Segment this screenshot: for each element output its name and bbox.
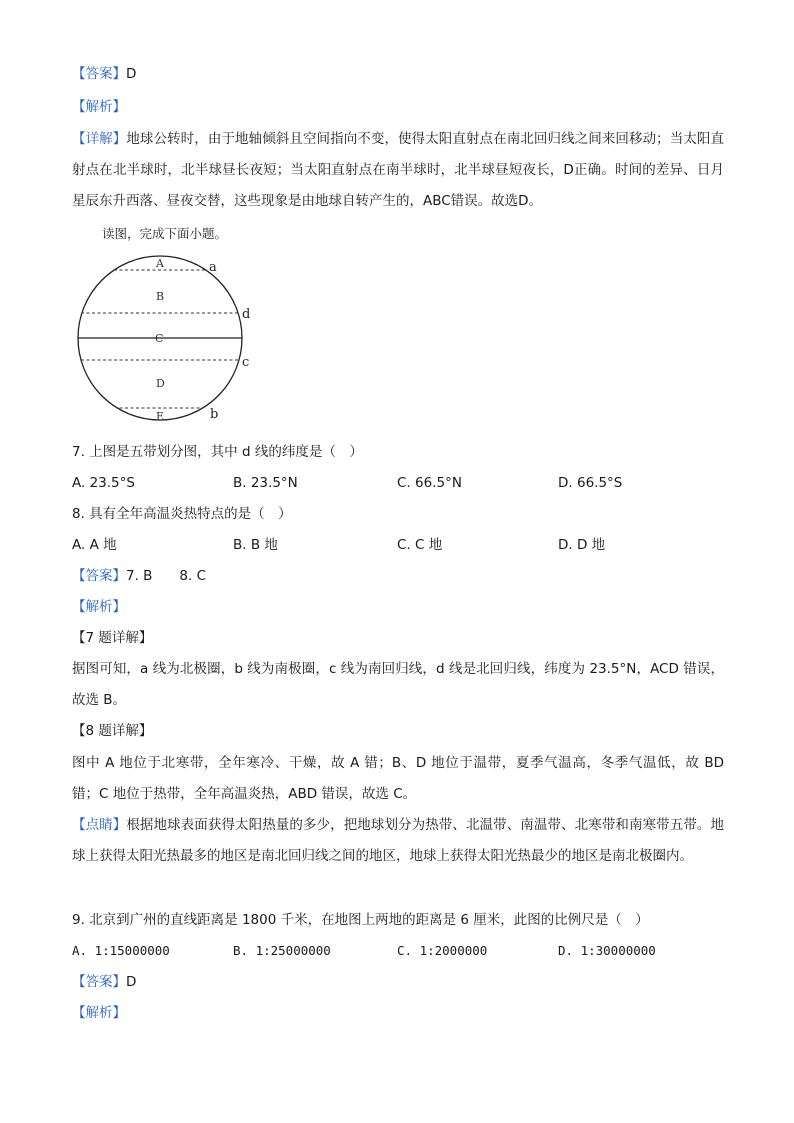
line-d-label: d <box>242 307 251 322</box>
detail-tag: 【详解】 <box>72 131 127 147</box>
q7-detail-tag: 【7 题详解】 <box>72 630 153 646</box>
line-b-label: b <box>210 407 219 422</box>
q9-option-a: A. 1:15000000 <box>72 943 170 958</box>
analysis-tag: 【解析】 <box>72 1005 126 1021</box>
analysis-tag: 【解析】 <box>72 99 126 115</box>
q9-stem: 9. 北京到广州的直线距离是 1800 千米，在地图上两地的距离是 6 厘米，此图的比例尺是（ ） <box>72 912 649 928</box>
answer-value: D <box>126 974 137 990</box>
five-zones-diagram <box>70 250 260 430</box>
tip-text: 根据地球表面获得太阳热量的多少，把地球划分为热带、北温带、南温带、北寒带和南寒带五带。地球上获得太阳光热最多的地区是南北回归线之间的地区，地球上获得太阳光热最少的地区是南北极圈内。 <box>72 817 725 864</box>
answer-line-2 <box>72 566 206 586</box>
q8-option-a: A. A 地 <box>72 537 117 553</box>
detail-text: 地球公转时，由于地轴倾斜且空间指向不变，使得太阳直射点在南北回归线之间来回移动；当太阳直射点在北半球时，北半球昼长夜短；当太阳直射点在南半球时，北半球昼短夜长，D正确。时间的差异、日月星辰东升西落、昼夜交替，这些现象是由地球自转产生的，ABC错误。故选D。 <box>72 131 725 209</box>
q7-stem: 7. 上图是五带划分图，其中 d 线的纬度是（ ） <box>72 444 363 460</box>
q8-detail-text: 图中 A 地位于北寒带，全年寒冷、干燥，故 A 错；B、D 地位于温带，夏季气温高，冬季气温低，故 BD 错；C 地位于热带，全年高温炎热，ABD 错误，故选 C。 <box>72 755 724 802</box>
q8-stem: 8. 具有全年高温炎热特点的是（ ） <box>72 506 292 522</box>
zone-c-label: C <box>155 332 164 345</box>
answer-value: D <box>126 66 137 82</box>
detail-paragraph-1 <box>72 124 724 217</box>
q9-option-b: B. 1:25000000 <box>233 943 331 958</box>
line-c-label: c <box>242 355 250 370</box>
zone-d-label: D <box>156 377 165 390</box>
figure-intro: 读图，完成下面小题。 <box>102 226 228 241</box>
q9-option-d: D. 1:30000000 <box>558 943 656 958</box>
q8-option-c: C. C 地 <box>397 537 443 553</box>
tip-tag: 【点睛】 <box>72 817 127 833</box>
answer-tag: 【答案】 <box>72 66 126 82</box>
q8-option-d: D. D 地 <box>558 537 606 553</box>
answer-value: 7. B 8. C <box>126 568 207 584</box>
tip-paragraph <box>72 810 724 872</box>
q7-option-d: D. 66.5°S <box>558 475 623 491</box>
answer-line-3 <box>72 972 136 992</box>
answer-tag: 【答案】 <box>72 568 126 584</box>
answer-tag: 【答案】 <box>72 974 126 990</box>
q8-detail-tag: 【8 题详解】 <box>72 723 153 739</box>
answer-line-1 <box>72 64 136 84</box>
q7-option-c: C. 66.5°N <box>397 475 462 491</box>
zone-e-label: E <box>156 410 165 423</box>
q7-option-b: B. 23.5°N <box>233 475 298 491</box>
q7-detail-text: 据图可知，a 线为北极圈，b 线为南极圈，c 线为南回归线，d 线是北回归线，纬度为 23.5°N，ACD 错误，故选 B。 <box>72 661 724 708</box>
q9-option-c: C. 1:2000000 <box>397 943 488 958</box>
analysis-tag: 【解析】 <box>72 599 126 615</box>
q8-option-b: B. B 地 <box>233 537 278 553</box>
zone-a-label: A <box>156 257 164 270</box>
line-a-label: a <box>209 260 217 275</box>
q7-option-a: A. 23.5°S <box>72 475 135 491</box>
zone-b-label: B <box>156 290 165 303</box>
